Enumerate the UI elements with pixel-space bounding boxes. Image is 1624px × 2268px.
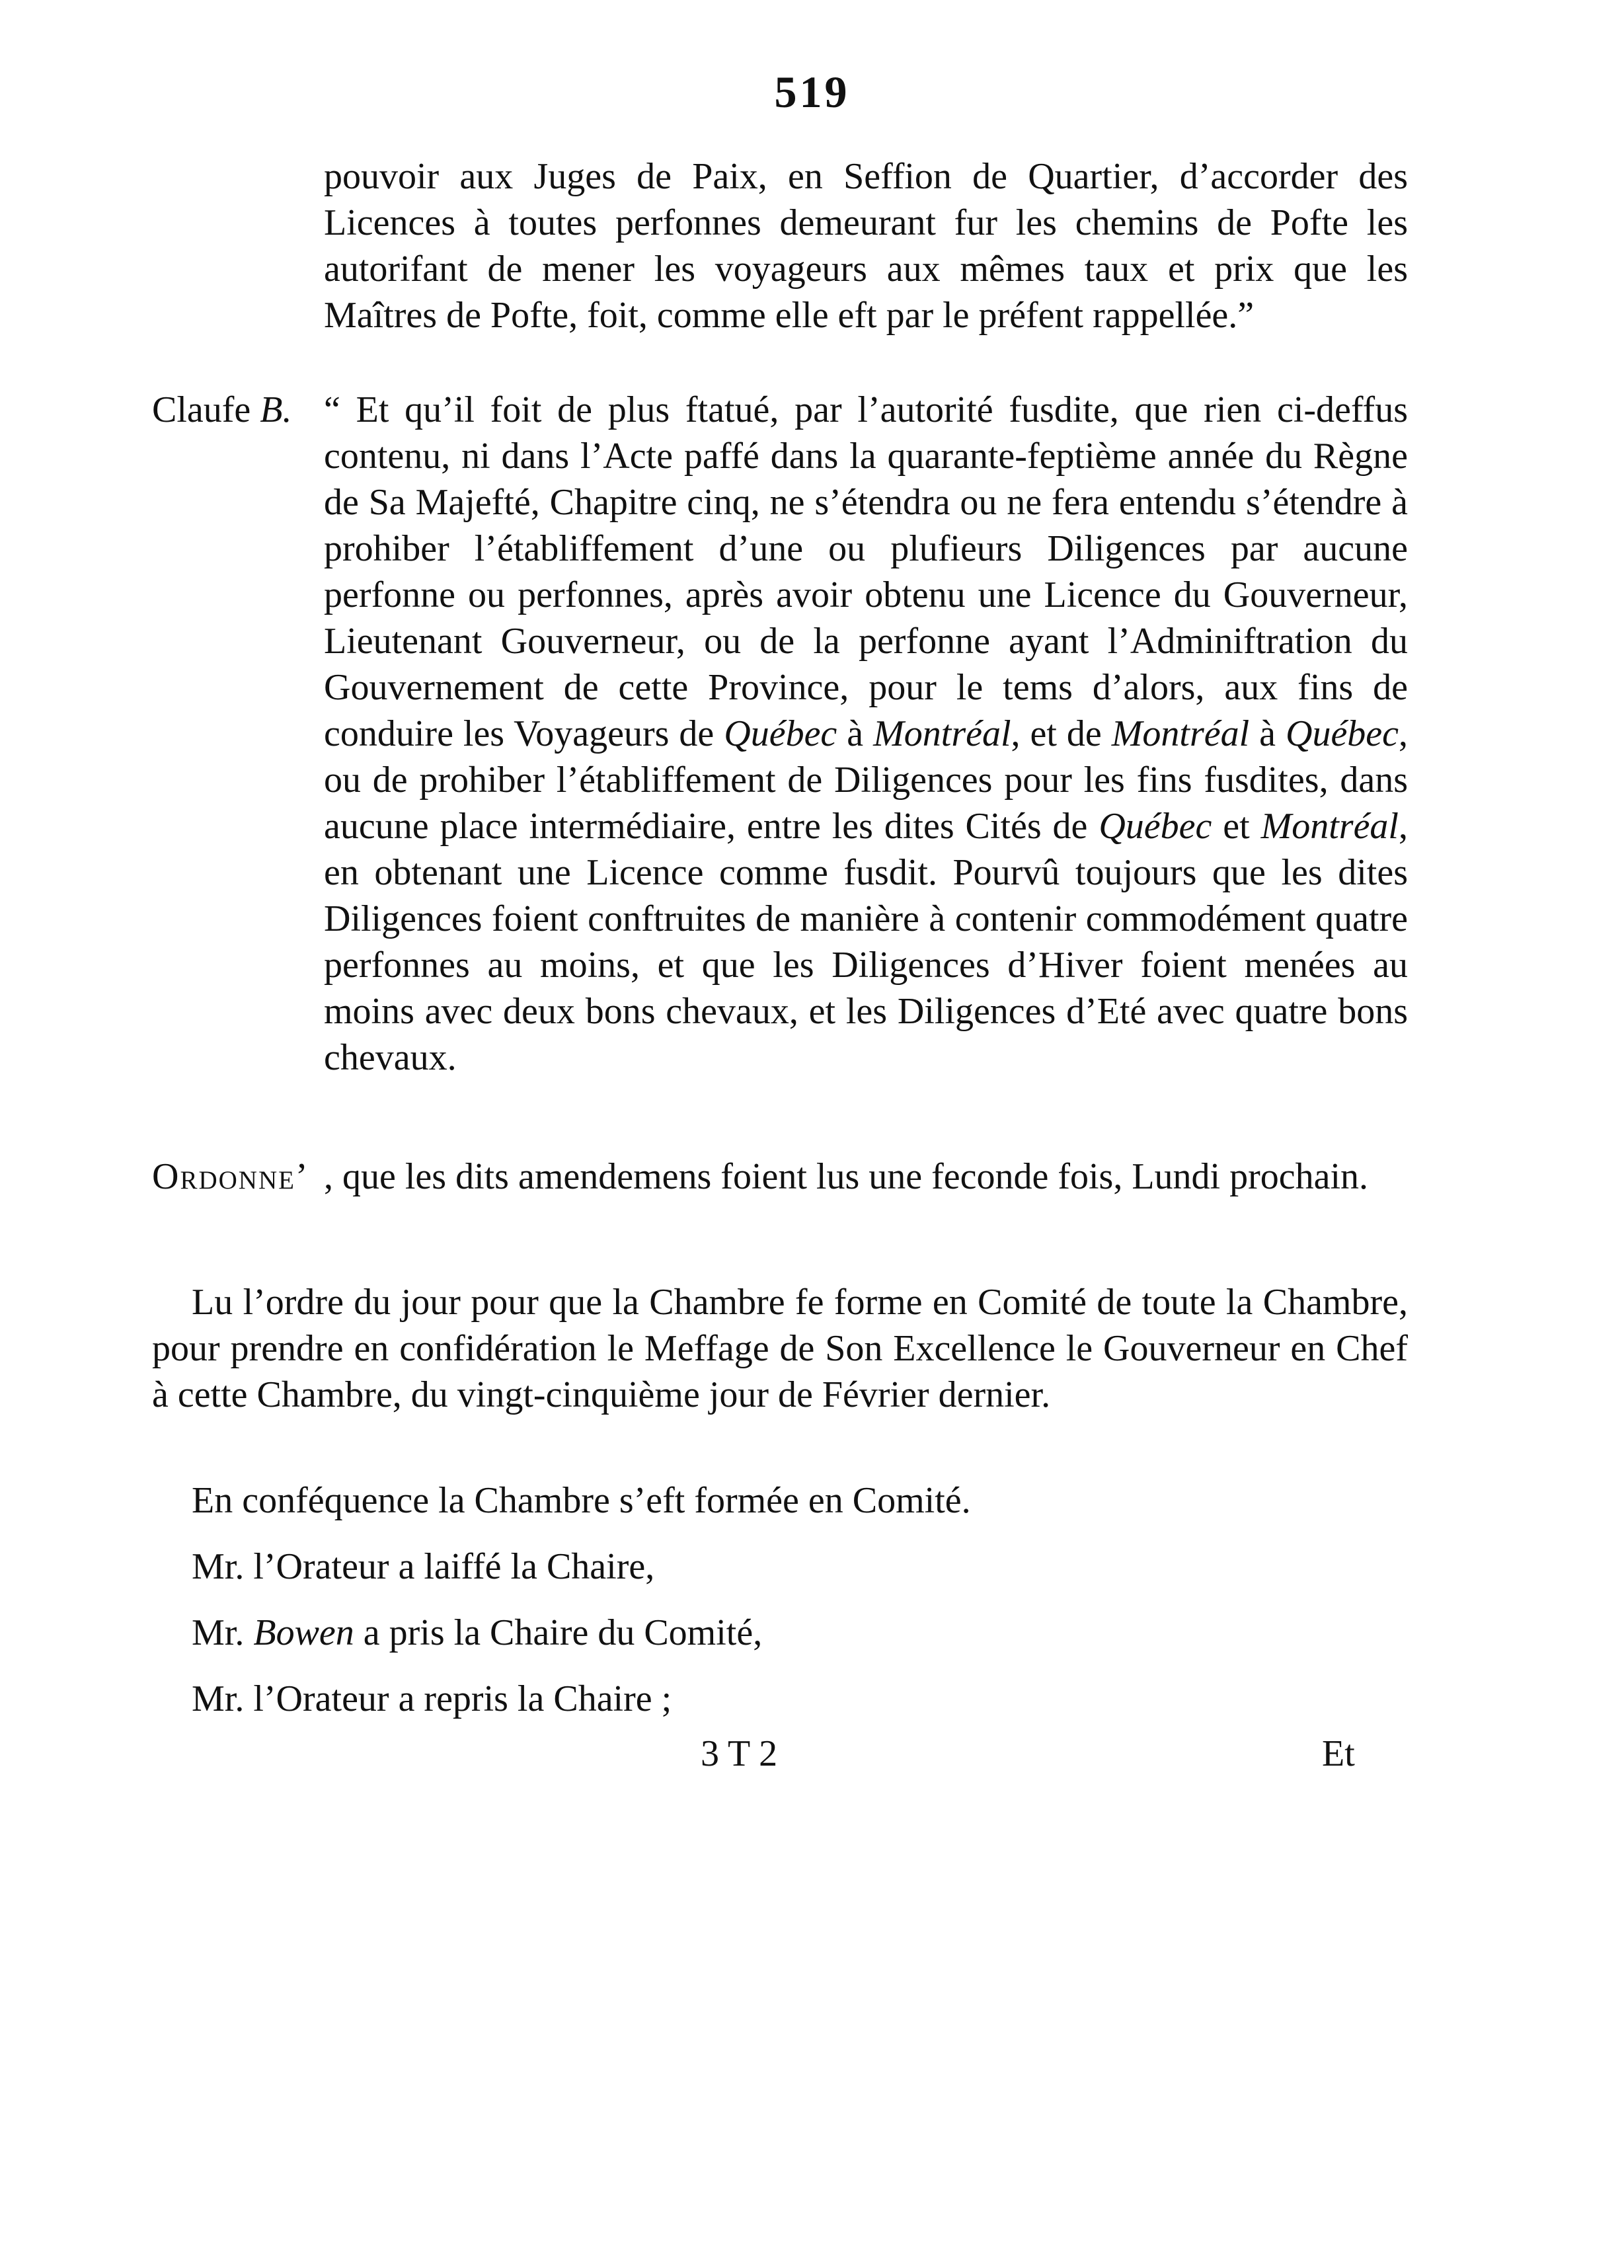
place-quebec-3: Québec bbox=[1099, 806, 1212, 847]
clause-text-4: , en obtenant une Licence comme fusdit. Pourvû toujours que les dites Diligences foient conftruites de manière à contenir commodément quatre perfonnes au moins, et que les Diligences d’Hiver foient menées au moins avec deux bons chevaux, et les Diligences d’Eté avec quatre bons chevaux. bbox=[324, 806, 1408, 1078]
ordonne-text: , que les dits amendemens foient lus une feconde fois, Lundi prochain. bbox=[324, 1156, 1369, 1197]
line-orateur-laisse: Mr. l’Orateur a laiffé la Chaire, bbox=[192, 1546, 655, 1587]
place-quebec-1: Québec bbox=[724, 713, 837, 754]
catchword: Et bbox=[1322, 1733, 1355, 1774]
line-bowen-rest: a pris la Chaire du Comité, bbox=[354, 1612, 763, 1653]
clause-text-3: , ou de prohiber l’établiffement de Diligences pour les fins fusdites, dans aucune place intermédiaire, entre les dites Cités de bbox=[324, 713, 1409, 847]
ordonne-paragraph bbox=[324, 1154, 1408, 1200]
signature-mark: 3 T 2 bbox=[701, 1733, 778, 1774]
clause-margin-label bbox=[152, 387, 292, 433]
clause-text-2: , et de bbox=[1011, 713, 1112, 754]
line-comite: En conféquence la Chambre s’eft formée en Comité. bbox=[192, 1480, 971, 1521]
clause-text-1: “ Et qu’il foit de plus ftatué, par l’autorité fusdite, que rien ci-deffus contenu, ni dans l’Acte paffé dans la quarante-feptième année du Règne de Sa Majefté, Chapitre cinq, ne s’étendra ou ne fera entendu s’étendre à prohiber l’établiffement d’une ou plufieurs Diligences par aucune perfonne ou perfonnes, après avoir obtenu une Licence du Gouverneur, Lieutenant Gouverneur, ou de la perfonne ayant l’Adminiftration du Gouvernement de cette Province, pour le tems d’alors, aux fins de conduire les Voyageurs de bbox=[324, 389, 1408, 754]
word-et: et bbox=[1212, 806, 1261, 847]
ordre-du-jour-text: Lu l’ordre du jour pour que la Chambre fe forme en Comité de toute la Chambre, pour prendre en confidération le Meffage de Son Excellence le Gouverneur en Chef à cette Chambre, du vingt-cinquième jour de Février dernier. bbox=[152, 1282, 1408, 1415]
word-a-2: à bbox=[1249, 713, 1286, 754]
place-montreal-2: Montréal bbox=[1111, 713, 1250, 754]
place-montreal-1: Montréal bbox=[873, 713, 1011, 754]
clause-letter: B. bbox=[260, 389, 292, 430]
word-a-1: à bbox=[837, 713, 874, 754]
line-orateur-repris: Mr. l’Orateur a repris la Chaire ; bbox=[192, 1678, 672, 1719]
place-quebec-2: Québec bbox=[1286, 713, 1399, 754]
page-number: 519 bbox=[774, 67, 850, 117]
ordonne-margin-label bbox=[152, 1154, 309, 1200]
clause-label: Claufe bbox=[152, 389, 251, 430]
ordre-du-jour-paragraph bbox=[152, 1279, 1408, 1418]
line-bowen bbox=[192, 1610, 762, 1656]
place-montreal-3: Montréal bbox=[1260, 806, 1399, 847]
line-bowen-mr: Mr. bbox=[192, 1612, 245, 1653]
paragraph-continuation bbox=[324, 153, 1408, 338]
paragraph-continuation-text: pouvoir aux Juges de Paix, en Seffion de Quartier, d’accorder des Licences à toutes perfonnes demeurant fur les chemins de Pofte les autorifant de mener les voyageurs aux mêmes taux et prix que les Maîtres de Pofte, foit, comme elle eft par le préfent rappellée.” bbox=[324, 156, 1408, 336]
ordonne-label: Ordonne’ bbox=[152, 1156, 309, 1197]
line-bowen-name: Bowen bbox=[253, 1612, 354, 1653]
clause-b-paragraph bbox=[324, 387, 1408, 1081]
